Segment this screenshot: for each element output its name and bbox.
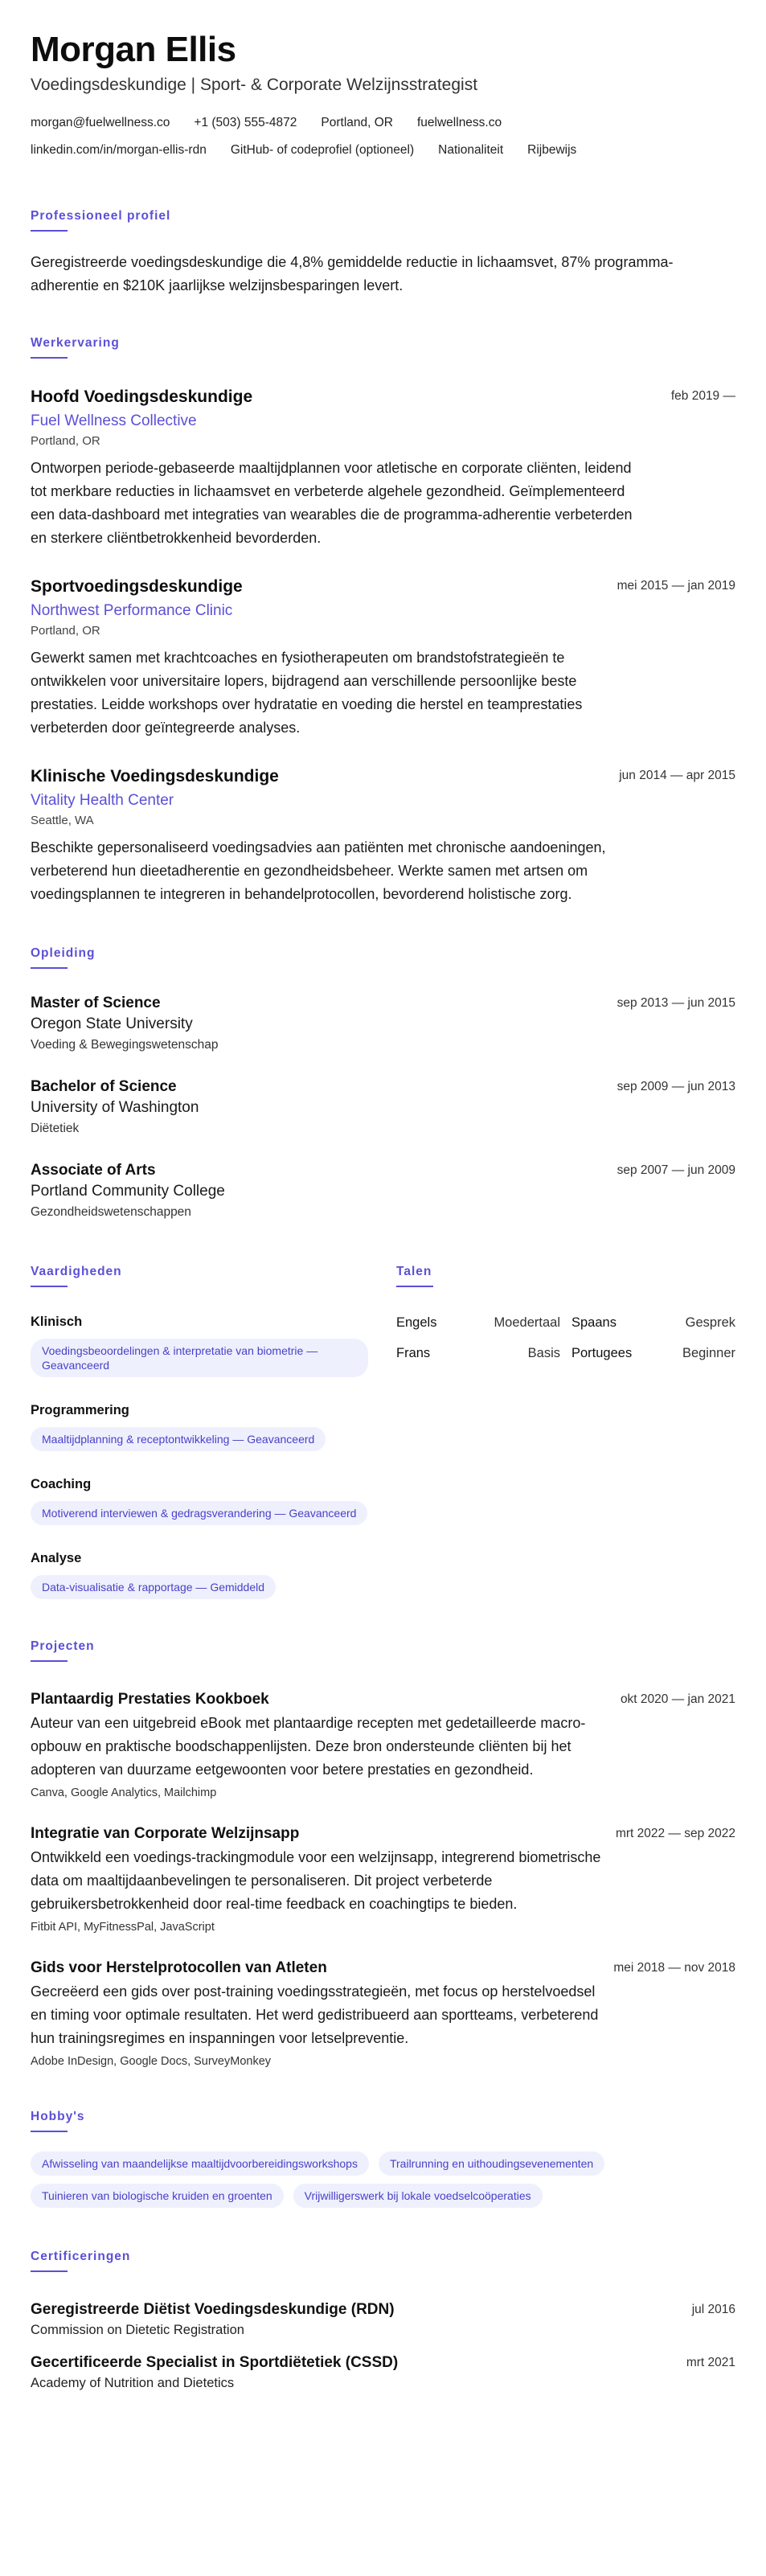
job-date: feb 2019 — [670,389,735,403]
job-title: Klinische Voedingsdeskundige [31,767,279,786]
education-entry [31,1077,735,1139]
location: Portland, OR [321,116,393,129]
certifications-section [31,2250,735,2393]
projects-section [31,1639,735,2069]
job-location: Seattle, WA [31,814,94,827]
language-item [571,1343,735,1363]
language-level: Gesprek [685,1315,735,1330]
education-date: sep 2009 — jun 2013 [616,1080,735,1093]
section-title: Professioneel profiel [31,209,171,223]
hobby-chip: Vrijwilligerswerk bij lokale voedselcoöperaties [293,2184,543,2208]
candidate-name: Morgan Ellis [31,30,236,69]
education-school: Oregon State University [31,1015,193,1032]
certification-title: Gecertificeerde Specialist in Sportdiëtetiek (CSSD) [31,2354,399,2371]
certification-date: mrt 2021 [686,2356,735,2369]
skill-chip: Voedingsbeoordelingen & interpretatie van biometrie — Geavanceerd [31,1339,368,1377]
language-item [396,1343,560,1363]
language-item [571,1313,735,1332]
language-level: Basis [527,1346,560,1360]
project-date: mrt 2022 — sep 2022 [615,1827,735,1840]
skill-category: Klinisch [31,1315,83,1329]
skills-languages-section [31,1265,735,1599]
hobbies-section [31,2110,735,2208]
hobby-chip: Trailrunning en uithoudingsevenementen [379,2151,604,2176]
project-description: Ontwikkeld een voedings-trackingmodule voor een welzijnsapp, integrerend biometrische data om maaltijdaanbevelingen te personaliseren. Dit project verbeterde gebruikersbetrokkenheid door real-time feedback en coachingtips te bieden. [31,1849,601,1912]
resume-header [31,29,735,164]
job-description: Beschikte gepersonaliseerd voedingsadvies aan patiënten met chronische aandoeningen, verbeterend hun dieetadherentie en gezondheidsbeheer. Werkte samen met artsen om voedingsplannen te integreren in behandelprotocollen, bevorderend holistische zorg. [31,839,606,902]
languages-list [396,1313,735,1363]
project-title: Plantaardig Prestaties Kookboek [31,1691,269,1708]
project-description: Auteur van een uitgebreid eBook met plantaardige recepten met gedetailleerde macro-opbouw en praktische boodschappenlijsten. Deze bron ondersteunde cliënten bij het adopteren van duurzame eetgewoonten voor betere prestaties en gezondheid. [31,1715,586,1778]
section-title: Vaardigheden [31,1265,122,1278]
section-divider [31,357,68,359]
education-school: Portland Community College [31,1183,225,1200]
job-entry [31,765,735,906]
section-divider [31,1660,68,1662]
job-location: Portland, OR [31,434,100,448]
certification-entry [31,2352,735,2393]
education-field: Voeding & Bewegingswetenschap [31,1038,219,1052]
experience-section [31,336,735,906]
language-level: Beginner [682,1346,735,1360]
job-date: mei 2015 — jan 2019 [616,579,735,593]
certification-issuer: Commission on Dietetic Registration [31,2323,244,2337]
section-divider [31,2131,68,2132]
skill-category: Analyse [31,1551,82,1565]
project-entry [31,1958,735,2069]
section-title: Projecten [31,1639,95,1653]
project-entry [31,1689,735,1801]
nationality: Nationaliteit [438,143,504,157]
project-entry [31,1823,735,1935]
section-divider [31,2270,68,2272]
skill-chip: Data-visualisatie & rapportage — Gemiddeld [31,1575,276,1599]
hobby-chip: Afwisseling van maandelijkse maaltijdvoorbereidingsworkshops [31,2151,369,2176]
skill-category: Coaching [31,1477,92,1491]
education-entry [31,993,735,1056]
email-link[interactable]: morgan@fuelwellness.co [31,116,170,129]
languages-column [396,1265,735,1599]
language-name: Engels [396,1315,437,1330]
job-title: Hoofd Voedingsdeskundige [31,388,253,406]
project-tools: Fitbit API, MyFitnessPal, JavaScript [31,1921,215,1934]
profile-summary: Geregistreerde voedingsdeskundige die 4,8% gemiddelde reductie in lichaamsvet, 87% programma-adherentie en $210K jaarlijkse welzijnsbesparingen levert. [31,254,674,293]
linkedin-link[interactable]: linkedin.com/in/morgan-ellis-rdn [31,143,207,157]
language-level: Moedertaal [494,1315,560,1330]
job-location: Portland, OR [31,624,100,638]
skills-column [31,1265,396,1599]
phone-number: +1 (503) 555-4872 [194,116,297,129]
language-name: Frans [396,1346,431,1360]
section-divider [396,1286,433,1287]
section-divider [31,230,68,232]
project-description: Gecreëerd een gids over post-training voedingsstrategieën, met focus op herstelvoedsel en timing voor optimale resultaten. Het werd gedistribueerd aan sportteams, verbeterend hun trainingsregimes en inspanningen voor letselpreventie. [31,1983,599,2046]
language-name: Portugees [571,1346,633,1360]
project-tools: Canva, Google Analytics, Mailchimp [31,1786,217,1799]
education-degree: Bachelor of Science [31,1078,177,1095]
education-entry [31,1160,735,1223]
section-title: Hobby's [31,2110,85,2123]
project-tools: Adobe InDesign, Google Docs, SurveyMonkey [31,2055,272,2068]
certification-issuer: Academy of Nutrition and Dietetics [31,2376,235,2390]
skill-category: Programmering [31,1403,129,1417]
job-entry [31,386,735,550]
skill-chip: Motiverend interviewen & gedragsverandering — Geavanceerd [31,1501,367,1525]
contact-info-extra [31,137,735,164]
section-title: Talen [396,1265,432,1278]
project-title: Gids voor Herstelprotocollen van Atleten [31,1959,327,1976]
project-title: Integratie van Corporate Welzijnsapp [31,1825,300,1842]
candidate-headline: Voedingsdeskundige | Sport- & Corporate Welzijnsstrategist [31,76,478,94]
education-date: sep 2013 — jun 2015 [616,996,735,1010]
website-link[interactable]: fuelwellness.co [417,116,502,129]
certification-entry [31,2299,735,2340]
section-title: Certificeringen [31,2250,131,2263]
github-link[interactable]: GitHub- of codeprofiel (optioneel) [230,143,415,157]
certification-title: Geregistreerde Diëtist Voedingsdeskundige (RDN) [31,2301,395,2318]
job-company: Vitality Health Center [31,792,174,809]
job-entry [31,576,735,740]
education-field: Diëtetiek [31,1122,80,1135]
project-date: okt 2020 — jan 2021 [620,1692,735,1706]
certification-date: jul 2016 [691,2303,735,2316]
job-description: Ontworpen periode-gebaseerde maaltijdplannen voor atletische en corporate cliënten, leidend tot merkbare reducties in lichaamsvet en verbeterde algehele gezondheid. Geïmplementeerd een data-dashboard met integraties van wearables die de programma-adherentie verbeterden en sterkere cliëntbetrokkenheid bevorderden. [31,460,633,546]
section-divider [31,1286,68,1287]
section-title: Opleiding [31,946,96,960]
section-divider [31,967,68,969]
education-school: University of Washington [31,1099,199,1116]
project-date: mei 2018 — nov 2018 [613,1961,735,1975]
education-field: Gezondheidswetenschappen [31,1205,191,1219]
language-name: Spaans [571,1315,616,1330]
education-date: sep 2007 — jun 2009 [616,1163,735,1177]
job-company: Northwest Performance Clinic [31,602,233,619]
language-item [396,1313,560,1332]
education-degree: Associate of Arts [31,1162,156,1179]
job-title: Sportvoedingsdeskundige [31,577,243,596]
job-date: jun 2014 — apr 2015 [619,769,735,782]
profile-section [31,209,735,297]
education-degree: Master of Science [31,995,161,1011]
education-section [31,946,735,1223]
contact-info [31,109,735,137]
job-description: Gewerkt samen met krachtcoaches en fysiotherapeuten om brandstofstrategieën te ontwikkelen voor universitaire lopers, bijdragend aan verschillende persoonlijke beste prestaties. Leidde workshops over hydratatie en voeding die herstel en teamprestaties verbeterden door geïntegreerde analyses. [31,650,583,736]
skill-chip: Maaltijdplanning & receptontwikkeling — Geavanceerd [31,1427,326,1451]
section-title: Werkervaring [31,336,120,350]
drivers-license: Rijbewijs [527,143,577,157]
hobbies-list [31,2151,722,2208]
hobby-chip: Tuinieren van biologische kruiden en groenten [31,2184,284,2208]
job-company: Fuel Wellness Collective [31,412,197,429]
